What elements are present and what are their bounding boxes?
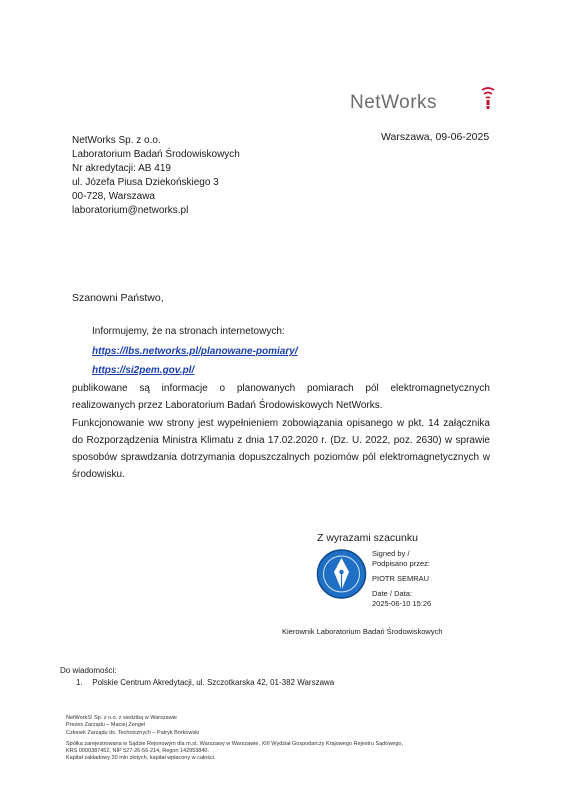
cc-heading: Do wiadomości: (60, 666, 117, 675)
signed-by-label: Signed by / (372, 549, 410, 558)
cc-item-text: Polskie Centrum Akredytacji, ul. Szczotkarska 42, 01-382 Warszawa (92, 678, 335, 687)
footer-line: KRS 0000387452, NIP 527-26-56-214, Regon 142953840. (66, 748, 210, 755)
sender-line: ul. Józefa Piusa Dziekońskiego 3 (72, 177, 219, 188)
sender-line: 00-728, Warszawa (72, 191, 155, 202)
sender-email: laboratorium@networks.pl (72, 205, 189, 216)
link-lbs-networks[interactable]: https://lbs.networks.pl/planowane-pomiary/ (92, 346, 298, 357)
intro-text: Informujemy, że na stronach internetowych: (92, 326, 285, 337)
company-footer (66, 715, 403, 763)
paragraph-text: publikowane są informacje o planowanych pomiarach pól elektromagnetycznych realizowanych przez Laboratorium Badań Środowiskowych NetWorks. (72, 383, 490, 411)
company-logo (350, 92, 437, 114)
signature-date-value: 2025-06-10 15:26 (372, 599, 432, 608)
signature-date-label: Date / Data: (372, 589, 413, 598)
sender-line: Laboratorium Badań Środowiskowych (72, 149, 240, 160)
sender-line: Nr akredytacji: AB 419 (72, 163, 171, 174)
signature-details (372, 549, 431, 609)
letter-date: Warszawa, 09-06-2025 (381, 131, 490, 143)
footer-line: Członek Zarządu ds. Technicznych – Patryk Borkowski (66, 729, 200, 736)
digital-signature-seal-icon (316, 548, 367, 600)
footer-line: Kapitał zakładowy 30 mln złotych, kapitał wpłacony w całości. (66, 755, 216, 762)
link-si2pem[interactable]: https://si2pem.gov.pl/ (92, 365, 195, 376)
signer-name: PIOTR SEMRAU (372, 574, 430, 583)
logo-text: NetWorks (350, 92, 438, 113)
body-paragraph (72, 380, 490, 414)
sender-address (72, 134, 240, 218)
footer-line: Spółka zarejestrowana w Sądzie Rejonowym dla m.st. Warszawy w Warszawie, XIII Wydział Gospodarczy Krajowego Rejestru Sądowego, (66, 740, 404, 747)
greeting: Szanowni Państwo, (72, 292, 164, 304)
sender-line: NetWorks Sp. z o.o. (72, 135, 161, 146)
cc-list-item (76, 678, 334, 687)
paragraph-text: Funkcjonowanie ww strony jest wypełnieniem zobowiązania opisanego w pkt. 14 załącznika do Rozporządzenia Ministra Klimatu z dnia 17.02.2020 r. (Dz. U. 2022, poz. 2630) w sprawie sposobów sprawdzania dotrzymania dopuszczalnych poziomów pól elektromagnetycznych w środowisku. (72, 418, 490, 480)
wifi-signal-icon (481, 86, 495, 110)
footer-line: Prezes Zarządu – Maciej Zengel (66, 722, 146, 729)
footer-line: NetWorkS! Sp. z o.o. z siedzibą w Warszawie (66, 715, 177, 721)
body-paragraph (72, 415, 490, 483)
cc-item-number: 1. (76, 678, 83, 687)
signer-role: Kierownik Laboratorium Badań Środowiskowych (282, 627, 443, 636)
signed-by-label: Podpisano przez: (372, 559, 430, 568)
closing: Z wyrazami szacunku (317, 532, 418, 544)
